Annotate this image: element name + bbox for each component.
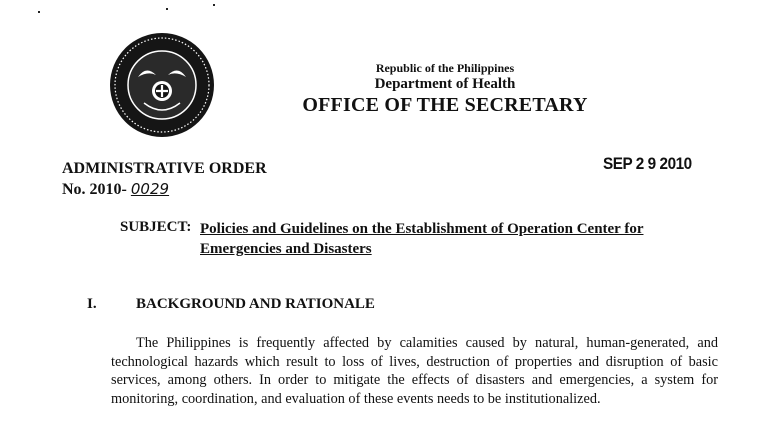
subject-label: SUBJECT: bbox=[120, 219, 192, 235]
order-number-handwritten: 0029 bbox=[130, 180, 170, 198]
administrative-order-title: ADMINISTRATIVE ORDER bbox=[62, 160, 267, 177]
scan-speck bbox=[38, 11, 40, 13]
header-office: OFFICE OF THE SECRETARY bbox=[302, 94, 588, 116]
section-paragraph: The Philippines is frequently affected by calamities caused by natural, human-generated, and technological hazards which result to loss of lives, destruction of properties and disruption of basic services, among others. In order to mitigate the effects of disasters and emergencies, a system for monitoring, coordination, and evaluation of these events needs to be institutionalized. bbox=[111, 335, 718, 407]
header-department: Department of Health bbox=[374, 76, 516, 92]
header-republic: Republic of the Philippines bbox=[375, 61, 515, 75]
section-number: I. bbox=[87, 296, 97, 312]
order-date-stamp: SEP 2 9 2010 bbox=[603, 154, 692, 173]
order-number-prefix: No. 2010- bbox=[62, 181, 127, 198]
department-of-health-seal bbox=[108, 31, 216, 139]
scan-speck bbox=[213, 4, 215, 6]
section-title: BACKGROUND AND RATIONALE bbox=[136, 296, 375, 312]
administrative-order-number bbox=[62, 180, 169, 199]
subject-text: Policies and Guidelines on the Establishment of Operation Center for Emergencies and Disasters bbox=[200, 221, 644, 257]
scan-speck bbox=[166, 8, 168, 10]
